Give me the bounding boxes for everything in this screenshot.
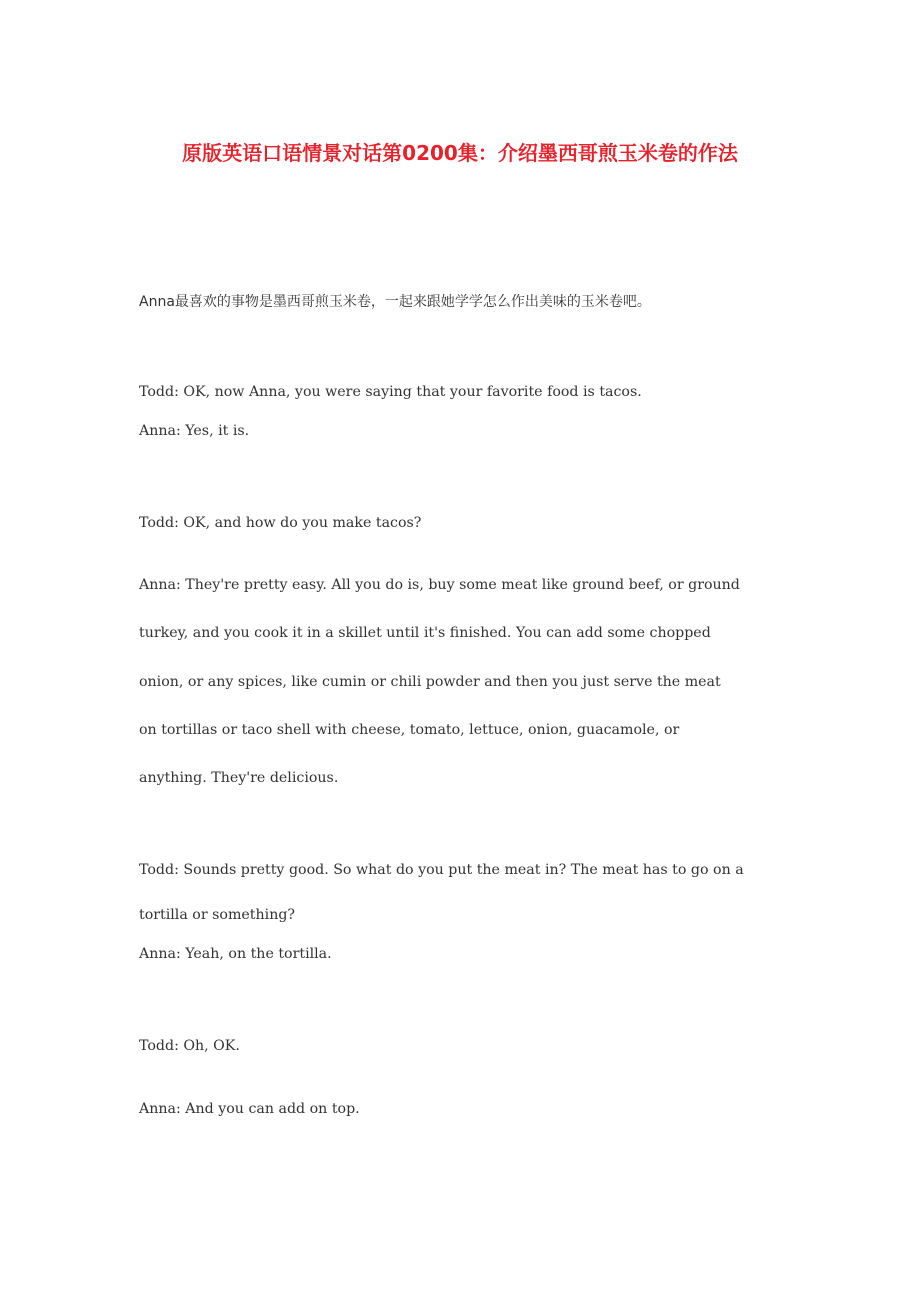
document-title: 原版英语口语情景对话第0200集：介绍墨西哥煎玉米卷的作法 bbox=[182, 141, 738, 165]
dialogue-line-todd: Todd: Oh, OK. bbox=[139, 1038, 240, 1054]
dialogue-line-continuation: anything. They're delicious. bbox=[139, 770, 339, 786]
dialogue-line-todd: Todd: OK, now Anna, you were saying that your favorite food is tacos. bbox=[139, 384, 642, 400]
intro-paragraph: Anna最喜欢的事物是墨西哥煎玉米卷，一起来跟她学学怎么作出美味的玉米卷吧。 bbox=[139, 294, 651, 310]
dialogue-line-todd: Todd: Sounds pretty good. So what do you put the meat in? The meat has to go on a bbox=[139, 862, 744, 878]
dialogue-line-anna: Anna: And you can add on top. bbox=[139, 1101, 360, 1117]
dialogue-line-continuation: onion, or any spices, like cumin or chili powder and then you just serve the meat bbox=[139, 674, 721, 690]
dialogue-line-anna: Anna: They're pretty easy. All you do is, buy some meat like ground beef, or ground bbox=[139, 577, 740, 593]
dialogue-line-continuation: tortilla or something? bbox=[139, 907, 296, 923]
dialogue-line-continuation: turkey, and you cook it in a skillet until it's finished. You can add some chopped bbox=[139, 625, 711, 641]
dialogue-line-anna: Anna: Yeah, on the tortilla. bbox=[139, 946, 332, 962]
dialogue-line-continuation: on tortillas or taco shell with cheese, tomato, lettuce, onion, guacamole, or bbox=[139, 722, 680, 738]
dialogue-line-anna: Anna: Yes, it is. bbox=[139, 423, 250, 439]
dialogue-line-todd: Todd: OK, and how do you make tacos? bbox=[139, 515, 422, 531]
